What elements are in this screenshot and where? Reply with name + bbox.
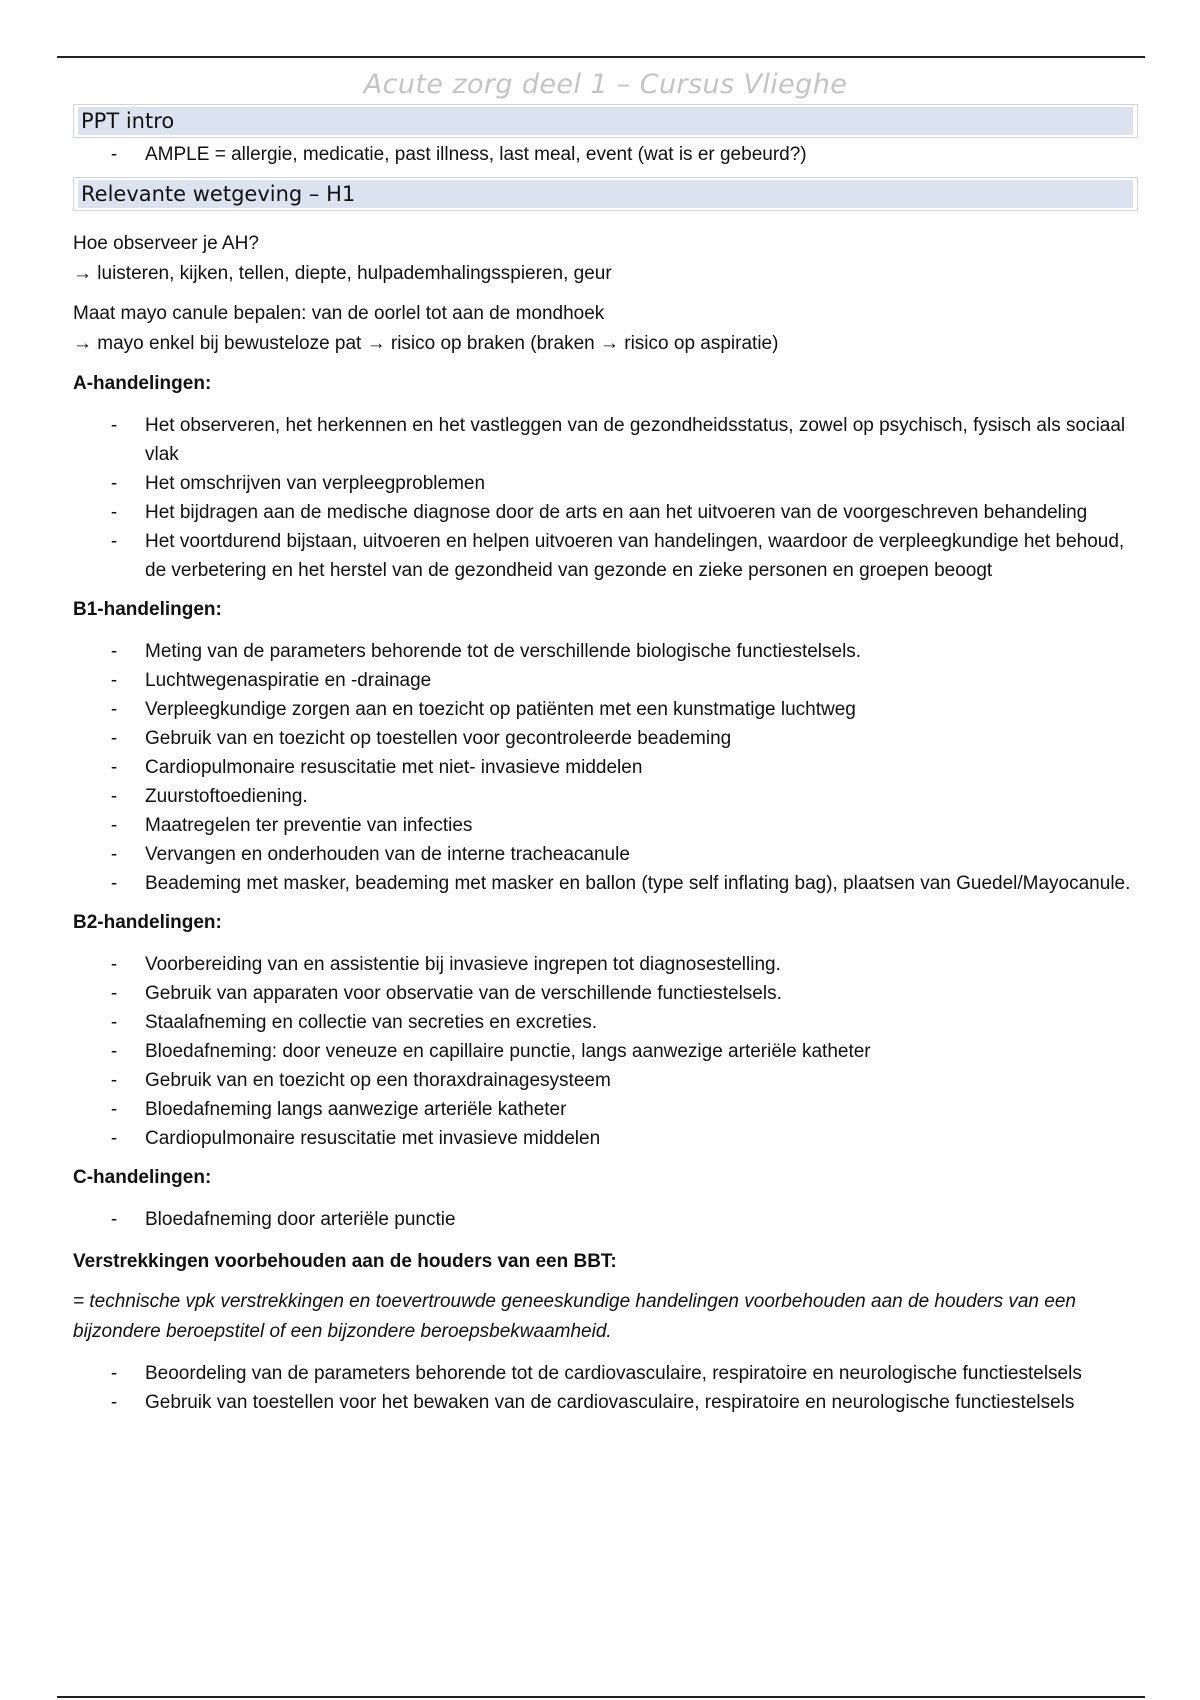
dash-bullet-icon: - — [110, 1392, 118, 1413]
dash-bullet-icon: - — [110, 1070, 118, 1091]
a-handelingen-title: A-handelingen: — [73, 373, 212, 394]
list-item: - Bloedafneming langs aanwezige arteriële katheter — [145, 1095, 1138, 1124]
dash-bullet-icon: - — [110, 983, 118, 1004]
dash-bullet-icon: - — [110, 1041, 118, 1062]
dash-bullet-icon: - — [110, 670, 118, 691]
dash-bullet-icon: - — [110, 1012, 118, 1033]
dash-bullet-icon: - — [110, 415, 118, 436]
b1-handelingen-list — [73, 637, 1138, 898]
dash-bullet-icon: - — [110, 757, 118, 778]
list-item: - Gebruik van en toezicht op een thoraxdrainagesysteem — [145, 1066, 1138, 1095]
list-item: - Het omschrijven van verpleegproblemen — [145, 469, 1138, 498]
footer-rule — [57, 1696, 1145, 1698]
dash-bullet-icon: - — [110, 144, 118, 165]
paragraph-mayo: Maat mayo canule bepalen: van de oorlel tot aan de mondhoek → mayo enkel bij bewusteloze pat → risico op braken (braken → risico op aspiratie) — [73, 303, 779, 354]
list-item: - Meting van de parameters behorende tot de verschillende biologische functiestelsels. — [145, 637, 1138, 666]
bbt-title: Verstrekkingen voorbehouden aan de houders van een BBT: — [73, 1251, 617, 1272]
list-item: - Beademing met masker, beademing met masker en ballon (type self inflating bag), plaatsen van Guedel/Mayocanule. — [145, 869, 1138, 898]
document-body — [73, 68, 1138, 1417]
list-item: - Cardiopulmonaire resuscitatie met invasieve middelen — [145, 1124, 1138, 1153]
b1-handelingen-title: B1-handelingen: — [73, 599, 222, 620]
list-item: - Luchtwegenaspiratie en -drainage — [145, 666, 1138, 695]
list-item: - Cardiopulmonaire resuscitatie met niet- invasieve middelen — [145, 753, 1138, 782]
dash-bullet-icon: - — [110, 531, 118, 552]
list-item: - Gebruik van toestellen voor het bewaken van de cardiovasculaire, respiratoire en neurologische functiestelsels — [145, 1388, 1138, 1417]
list-item: - Gebruik van en toezicht op toestellen voor gecontroleerde beademing — [145, 724, 1138, 753]
dash-bullet-icon: - — [110, 473, 118, 494]
dash-bullet-icon: - — [110, 1128, 118, 1149]
bbt-list — [73, 1359, 1138, 1417]
b2-handelingen-list — [73, 950, 1138, 1153]
header-rule — [57, 56, 1145, 58]
dash-bullet-icon: - — [110, 728, 118, 749]
list-item: - Verpleegkundige zorgen aan en toezicht op patiënten met een kunstmatige luchtweg — [145, 695, 1138, 724]
list-item: - AMPLE = allergie, medicatie, past illness, last meal, event (wat is er gebeurd?) — [145, 140, 1138, 169]
section-heading-wetgeving — [73, 177, 1138, 211]
list-item: - Bloedafneming: door veneuze en capillaire punctie, langs aanwezige arteriële katheter — [145, 1037, 1138, 1066]
document-title: Acute zorg deel 1 – Cursus Vlieghe — [363, 69, 848, 100]
dash-bullet-icon: - — [110, 502, 118, 523]
dash-bullet-icon: - — [110, 815, 118, 836]
c-handelingen-list — [73, 1205, 1138, 1234]
dash-bullet-icon: - — [110, 1209, 118, 1230]
dash-bullet-icon: - — [110, 786, 118, 807]
list-item: - Staalafneming en collectie van secreties en excreties. — [145, 1008, 1138, 1037]
a-handelingen-list — [73, 411, 1138, 585]
b2-handelingen-title: B2-handelingen: — [73, 912, 222, 933]
dash-bullet-icon: - — [110, 1099, 118, 1120]
list-item: - Zuurstoftoediening. — [145, 782, 1138, 811]
list-item: - Het bijdragen aan de medische diagnose door de arts en aan het uitvoeren van de voorgeschreven behandeling — [145, 498, 1138, 527]
dash-bullet-icon: - — [110, 641, 118, 662]
bbt-definition: = technische vpk verstrekkingen en toevertrouwde geneeskundige handelingen voorbehouden aan de houders van een bijzondere beroepstitel of een bijzondere beroepsbekwaamheid. — [73, 1291, 1076, 1342]
dash-bullet-icon: - — [110, 699, 118, 720]
c-handelingen-title: C-handelingen: — [73, 1167, 212, 1188]
dash-bullet-icon: - — [110, 1363, 118, 1384]
list-item: - Maatregelen ter preventie van infecties — [145, 811, 1138, 840]
dash-bullet-icon: - — [110, 873, 118, 894]
list-item: - Het observeren, het herkennen en het vastleggen van de gezondheidsstatus, zowel op psychisch, fysisch als sociaal vlak — [145, 411, 1138, 469]
dash-bullet-icon: - — [110, 954, 118, 975]
list-item: - Vervangen en onderhouden van de interne tracheacanule — [145, 840, 1138, 869]
list-item: - Beoordeling van de parameters behorende tot de cardiovasculaire, respiratoire en neurologische functiestelsels — [145, 1359, 1138, 1388]
list-item: - Gebruik van apparaten voor observatie van de verschillende functiestelsels. — [145, 979, 1138, 1008]
list-item: - Voorbereiding van en assistentie bij invasieve ingrepen tot diagnosestelling. — [145, 950, 1138, 979]
section-heading-text: Relevante wetgeving – H1 — [78, 180, 1133, 208]
section-heading-text: PPT intro — [78, 107, 1133, 135]
list-item: - Het voortdurend bijstaan, uitvoeren en helpen uitvoeren van handelingen, waardoor de verpleegkundige het behoud, de verbetering en het herstel van de gezondheid van gezonde en zieke personen en groepen beoogt — [145, 527, 1138, 585]
paragraph-observeer: Hoe observeer je AH? → luisteren, kijken, tellen, diepte, hulpademhalingsspieren, geur — [73, 233, 612, 284]
section-heading-ppt-intro — [73, 104, 1138, 138]
ppt-intro-list — [73, 140, 1138, 169]
list-item: - Bloedafneming door arteriële punctie — [145, 1205, 1138, 1234]
dash-bullet-icon: - — [110, 844, 118, 865]
